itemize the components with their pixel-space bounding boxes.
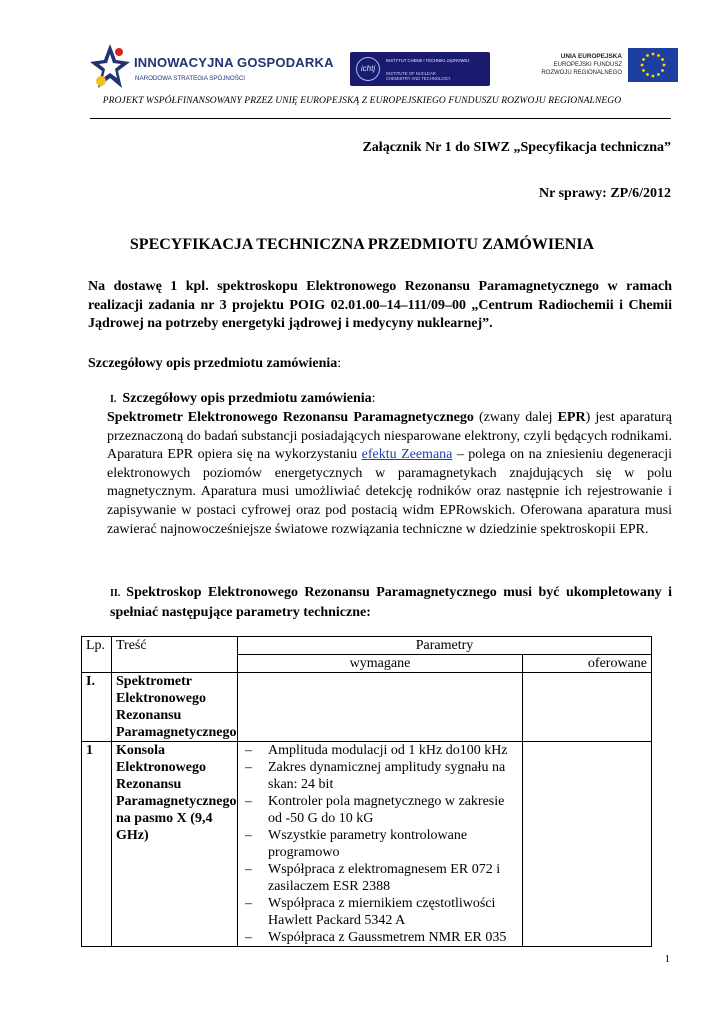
row-lp: I. (82, 673, 112, 742)
header-lp: Lp. (82, 637, 112, 673)
detail-heading: Szczegółowy opis przedmiotu zamówienia: (88, 356, 342, 371)
page-number: 1 (664, 953, 670, 965)
section-1-paragraph: Spektrometr Elektronowego Rezonansu Paramagnetycznego (zwany dalej EPR) jest aparaturą przeznaczoną do badań substancji posiadających niesparowane elektrony, czyli będących rodnikami. Aparatura EPR opiera się na wykorzystaniu efektu Zeemana – polega on na zniesieniu degeneracji elektronowych poziomów energetycznych w paramagnetykach znajdujących się w polu magnetycznym. Aparatura musi umożliwiać detekcję rodników oraz następnie ich rejestrowanie i zapisywanie w postaci cyfrowej oraz pod postacią widm EPRowskich. Oferowana aparatura musi zawierać najnowocześniejsze światowe rozwiązania techniczne w dziedzinie spektroskopii EPR. (107, 410, 672, 537)
row-wymagane (238, 742, 523, 947)
list-item: – Wszystkie parametry kontrolowane programowo (242, 827, 518, 861)
list-item: – Współpraca z miernikiem częstotliwości Hawlett Packard 5342 A (242, 895, 518, 929)
intro-paragraph: Na dostawę 1 kpl. spektroskopu Elektronowego Rezonansu Paramagnetycznego w ramach realizacji zadania nr 3 projektu POIG 02.01.00–14–111/09–00 „Centrum Radiochemii i Chemii Jądrowej na potrzeby energetyki jądrowej i medycyny nuklearnej”. (88, 279, 672, 332)
row-wymagane (238, 673, 523, 742)
header-wymagane: wymagane (238, 655, 523, 673)
header-oferowane: oferowane (523, 655, 652, 673)
ichtj-logo (350, 52, 490, 86)
logo-subtitle: NARODOWA STRATEGIA SPÓJNOŚCI (135, 75, 246, 82)
eu-logo-text: UNIA EUROPEJSKA EUROPEJSKI FUNDUSZ ROZWOJU REGIONALNEGO (541, 53, 622, 76)
requirements-list (242, 742, 518, 946)
specification-table (81, 636, 652, 947)
list-item: – Współpraca z elektromagnesem ER 072 i zasilaczem ESR 2388 (242, 861, 518, 895)
header-tresc: Treść (112, 637, 238, 673)
case-number: Nr sprawy: ZP/6/2012 (539, 186, 671, 201)
table-row (82, 742, 652, 947)
section-1-heading: I. Szczegółowy opis przedmiotu zamówienia: (110, 391, 376, 406)
table-row (82, 673, 652, 742)
project-cofinancing-line: PROJEKT WSPÓŁFINANSOWANY PRZEZ UNIĘ EUROPEJSKĄ Z EUROPEJSKIEGO FUNDUSZU ROZWOJU REGIONALNEGO (102, 96, 622, 106)
logo-title: INNOWACYJNA GOSPODARKA (134, 55, 334, 70)
header-divider (90, 118, 671, 119)
header-parametry: Parametry (238, 637, 652, 655)
attachment-label: Załącznik Nr 1 do SIWZ „Specyfikacja techniczna” (362, 140, 671, 155)
list-item: – Zakres dynamicznej amplitudy sygnału na skan: 24 bit (242, 759, 518, 793)
ichtj-name-en: INSTITUTE OF NUCLEAR CHEMISTRY AND TECHNOLOGY (386, 71, 451, 81)
row-lp: 1 (82, 742, 112, 947)
star-logo-icon (90, 42, 130, 92)
list-item: – Współpraca z Gaussmetrem NMR ER 035 (242, 929, 518, 946)
list-item: – Amplituda modulacji od 1 kHz do100 kHz (242, 742, 518, 759)
list-item: – Kontroler pola magnetycznego w zakresie od -50 G do 10 kG (242, 793, 518, 827)
innowacyjna-gospodarka-logo (90, 42, 334, 94)
row-tresc: Spektrometr Elektronowego Rezonansu Paramagnetycznego (112, 673, 238, 742)
row-oferowane (523, 673, 652, 742)
eu-flag-icon (628, 48, 678, 82)
ichtj-name-pl: INSTYTUT CHEMII I TECHNIKI JĄDROWEJ (386, 58, 470, 63)
row-oferowane (523, 742, 652, 947)
table-header-row (82, 637, 652, 655)
ichtj-atom-icon: ichtj (356, 57, 380, 81)
zeeman-effect-link[interactable]: efektu Zeemana (361, 447, 453, 463)
eu-logo (528, 46, 678, 86)
row-tresc: Konsola Elektronowego Rezonansu Paramagnetycznego na pasmo X (9,4 GHz) (112, 742, 238, 947)
page-title: SPECYFIKACJA TECHNICZNA PRZEDMIOTU ZAMÓWIENIA (129, 236, 595, 253)
section-2-heading: II. Spektroskop Elektronowego Rezonansu Paramagnetycznego musi być ukompletowany i spełniać następujące parametry techniczne: (110, 585, 672, 620)
